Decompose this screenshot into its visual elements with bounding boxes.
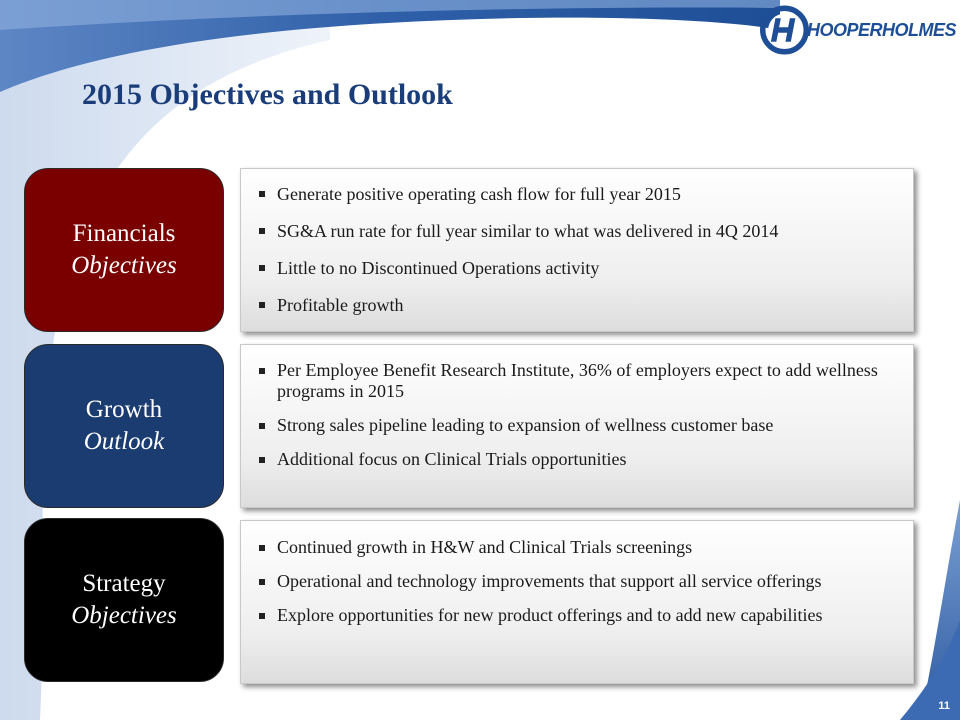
strategy-objectives-box (240, 520, 914, 684)
square-bullet-icon (259, 457, 265, 463)
bullet-item (255, 537, 903, 558)
logo-h-icon (760, 3, 809, 57)
bullet-text: Generate positive operating cash flow for full year 2015 (277, 184, 681, 204)
section-label-line1: Growth (85, 396, 163, 423)
section-label-line2: Outlook (83, 428, 165, 455)
growth-outlook-box (240, 344, 914, 508)
slide-title: 2015 Objectives and Outlook (82, 78, 453, 111)
bullet-list (255, 537, 903, 626)
bullet-text: SG&A run rate for full year similar to what was delivered in 4Q 2014 (277, 221, 779, 241)
square-bullet-icon (259, 613, 265, 619)
square-bullet-icon (259, 545, 265, 551)
bullet-list (255, 360, 903, 470)
bullet-item (255, 605, 903, 626)
hooper-holmes-logo (760, 2, 956, 58)
page-number: 11 (938, 700, 950, 712)
strategy-objectives-label (24, 518, 224, 682)
financials-objectives-label (24, 168, 224, 332)
bullet-text: Operational and technology improvements that support all service offerings (277, 571, 822, 591)
section-label-line1: Financials (72, 220, 176, 247)
bullet-item (255, 294, 903, 316)
section-label-line1: Strategy (82, 570, 166, 597)
bullet-text: Profitable growth (277, 295, 404, 315)
financials-objectives-box (240, 168, 914, 332)
bullet-text: Additional focus on Clinical Trials opportunities (277, 449, 627, 469)
bullet-text: Explore opportunities for new product offerings and to add new capabilities (277, 605, 823, 625)
growth-outlook-label (24, 344, 224, 508)
bullet-item (255, 571, 903, 592)
bullet-text: Little to no Discontinued Operations activity (277, 258, 600, 278)
square-bullet-icon (259, 302, 265, 308)
section-label-line2: Objectives (71, 602, 177, 629)
square-bullet-icon (259, 265, 265, 271)
square-bullet-icon (259, 228, 265, 234)
bullet-text: Per Employee Benefit Research Institute, 36% of employers expect to add wellness programs in 2015 (277, 360, 878, 401)
bullet-item (255, 449, 903, 470)
square-bullet-icon (259, 191, 265, 197)
bullet-item (255, 257, 903, 279)
square-bullet-icon (259, 579, 265, 585)
square-bullet-icon (259, 423, 265, 429)
bullet-item (255, 183, 903, 205)
bullet-item (255, 360, 903, 402)
bullet-text: Continued growth in H&W and Clinical Trials screenings (277, 537, 693, 557)
bullet-item (255, 220, 903, 242)
square-bullet-icon (259, 368, 265, 374)
bullet-item (255, 415, 903, 436)
bullet-list (255, 183, 903, 316)
logo-text: HOOPERHOLMES (806, 19, 956, 40)
section-label-line2: Objectives (71, 252, 177, 279)
bullet-text: Strong sales pipeline leading to expansion of wellness customer base (277, 415, 774, 435)
